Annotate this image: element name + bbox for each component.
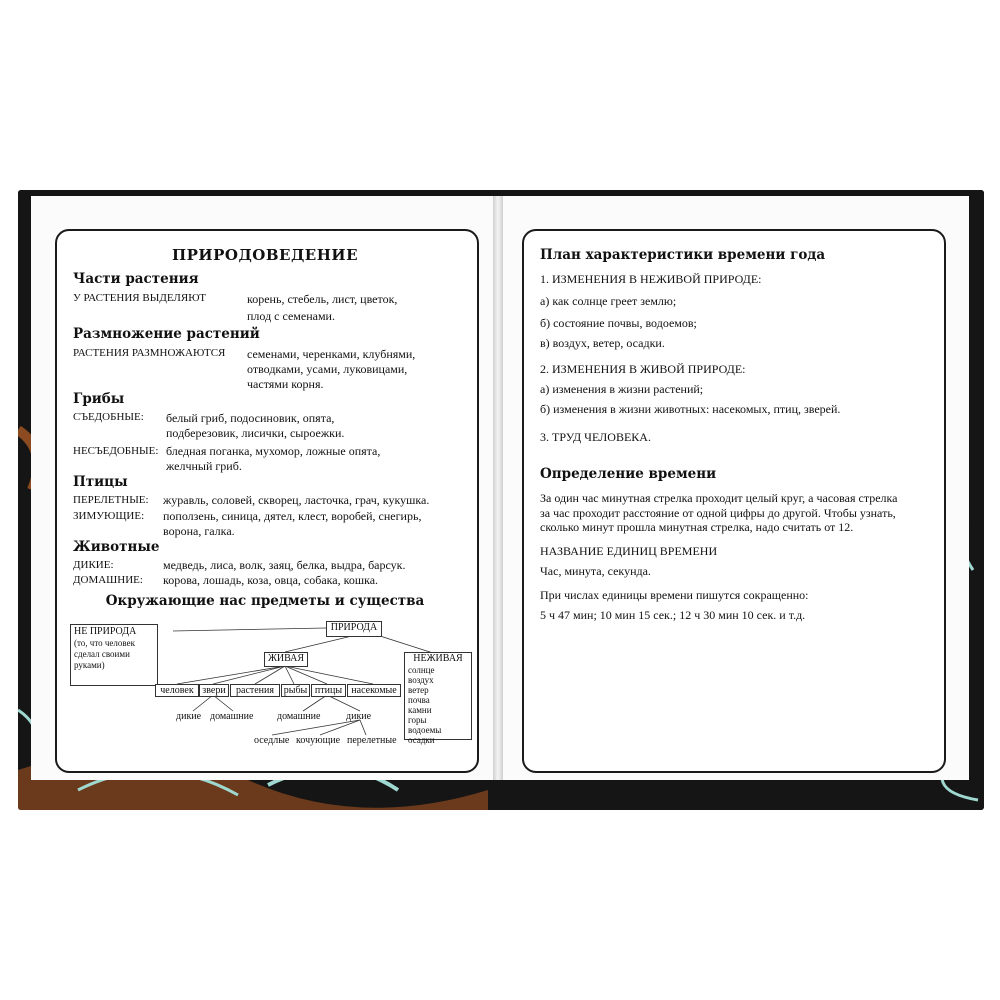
plant-parts-label: У РАСТЕНИЯ ВЫДЕЛЯЮТ — [73, 292, 206, 304]
reproduction-line1: семенами, черенками, клубнями, — [247, 347, 416, 361]
diagram-node-human: человек — [155, 684, 199, 697]
inedible-line2: желчный гриб. — [166, 459, 242, 473]
edible-line2: подберезовик, лисички, сыроежки. — [166, 426, 345, 440]
nonliving-item: воздух — [408, 675, 434, 685]
diagram-node-fish: рыбы — [281, 684, 310, 697]
reproduction-line2: отводками, усами, луковицами, — [247, 362, 408, 376]
nonliving-item: солнце — [408, 665, 435, 675]
section-heading-plant-parts: Части растения — [73, 271, 199, 287]
wild-label: ДИКИЕ: — [73, 559, 114, 571]
season-plan-heading: План характеристики времени года — [540, 247, 826, 263]
nonliving-item: почва — [408, 695, 430, 705]
diagram-leaf-birds-domestic: домашние — [277, 711, 321, 722]
diagram-node-birds: птицы — [311, 684, 346, 697]
plan-item-1a: а) как солнце греет землю; — [540, 294, 677, 308]
diagram-node-nature: ПРИРОДА — [326, 621, 382, 637]
plan-item-1: 1. ИЗМЕНЕНИЯ В НЕЖИВОЙ ПРИРОДЕ: — [540, 272, 762, 286]
reproduction-label: РАСТЕНИЯ РАЗМНОЖАЮТСЯ — [73, 347, 226, 359]
diagram-node-living: ЖИВАЯ — [264, 652, 308, 667]
diagram-node-beasts: звери — [199, 684, 229, 697]
diagram-leaf-birds-wild: дикие — [346, 711, 372, 722]
not-nature-title: НЕ ПРИРОДА — [74, 626, 137, 637]
section-heading-animals: Животные — [73, 539, 160, 555]
diagram-node-insects: насекомые — [347, 684, 401, 697]
not-nature-line3: руками) — [74, 660, 105, 670]
diagram-leaf-sedentary: оседлые — [254, 735, 290, 746]
diagram-node-plants: растения — [230, 684, 280, 697]
plan-item-1b: б) состояние почвы, водоемов; — [540, 316, 697, 330]
diagram-heading: Окружающие нас предметы и существа — [105, 593, 425, 609]
diagram-leaf-beasts-wild: дикие — [176, 711, 202, 722]
plan-item-1c: в) воздух, ветер, осадки. — [540, 336, 665, 350]
diagram-leaf-nomadic: кочующие — [296, 735, 341, 746]
plant-parts-line1: корень, стебель, лист, цветок, — [247, 292, 398, 306]
edible-line1: белый гриб, подосиновик, опята, — [166, 411, 335, 425]
migratory-label: ПЕРЕЛЕТНЫЕ: — [73, 494, 149, 506]
plan-item-2b: б) изменения в жизни животных: насекомых, птиц, зверей. — [540, 402, 841, 416]
domestic-text: корова, лошадь, коза, овца, собака, кошка. — [163, 573, 379, 587]
book-spine — [493, 196, 503, 780]
wintering-line2: ворона, галка. — [163, 524, 235, 538]
time-abbr-example: 5 ч 47 мин; 10 мин 15 сек.; 12 ч 30 мин 10 сек. и т.д. — [540, 608, 806, 622]
section-heading-reproduction: Размножение растений — [73, 326, 260, 342]
plan-item-2a: а) изменения в жизни растений; — [540, 382, 704, 396]
wintering-label: ЗИМУЮЩИЕ: — [73, 510, 145, 522]
time-paragraph-line3: сколько минут прошла минутная стрелка, надо считать от 12. — [540, 520, 854, 534]
nonliving-item: горы — [408, 715, 427, 725]
page-title: ПРИРОДОВЕДЕНИЕ — [171, 246, 359, 264]
plan-item-3: 3. ТРУД ЧЕЛОВЕКА. — [540, 430, 651, 444]
inedible-line1: бледная поганка, мухомор, ложные опята, — [166, 444, 381, 458]
nonliving-item: ветер — [408, 685, 429, 695]
diagram-leaf-migratory: перелетные — [347, 735, 397, 746]
diagram-node-nonliving — [404, 652, 472, 745]
migratory-text: журавль, соловей, скворец, ласточка, грач, кукушка. — [163, 493, 430, 507]
section-heading-mushrooms: Грибы — [73, 391, 125, 407]
plant-parts-line2: плод с семенами. — [247, 309, 335, 323]
inedible-label: НЕСЪЕДОБНЫЕ: — [73, 445, 159, 457]
diagram-leaf-beasts-domestic: домашние — [210, 711, 254, 722]
time-units-title: НАЗВАНИЕ ЕДИНИЦ ВРЕМЕНИ — [540, 544, 718, 558]
wintering-line1: поползень, синица, дятел, клест, воробей, снегирь, — [163, 509, 422, 523]
time-paragraph-line2: за час проходит расстояние от одной цифры до другой. Чтобы узнать, — [540, 506, 896, 520]
section-heading-birds: Птицы — [73, 474, 128, 490]
edible-label: СЪЕДОБНЫЕ: — [73, 411, 144, 423]
diagram-node-not-nature — [70, 624, 158, 686]
plan-item-2: 2. ИЗМЕНЕНИЯ В ЖИВОЙ ПРИРОДЕ: — [540, 362, 746, 376]
not-nature-line1: (то, что человек — [74, 638, 135, 648]
wild-text: медведь, лиса, волк, заяц, белка, выдра, барсук. — [163, 558, 406, 572]
nonliving-item: осадки — [408, 735, 435, 745]
time-definition-heading: Определение времени — [540, 466, 717, 482]
time-paragraph-line1: За один час минутная стрелка проходит целый круг, а часовая стрелка — [540, 491, 898, 505]
nonliving-item: камни — [408, 705, 432, 715]
time-units: Час, минута, секунда. — [540, 564, 651, 578]
not-nature-line2: сделал своими — [74, 649, 130, 659]
nonliving-title: НЕЖИВАЯ — [413, 653, 463, 664]
nonliving-item: водоемы — [408, 725, 442, 735]
reproduction-line3: частями корня. — [247, 377, 324, 391]
domestic-label: ДОМАШНИЕ: — [73, 574, 143, 586]
time-abbr-intro: При числах единицы времени пишутся сокращенно: — [540, 588, 809, 602]
